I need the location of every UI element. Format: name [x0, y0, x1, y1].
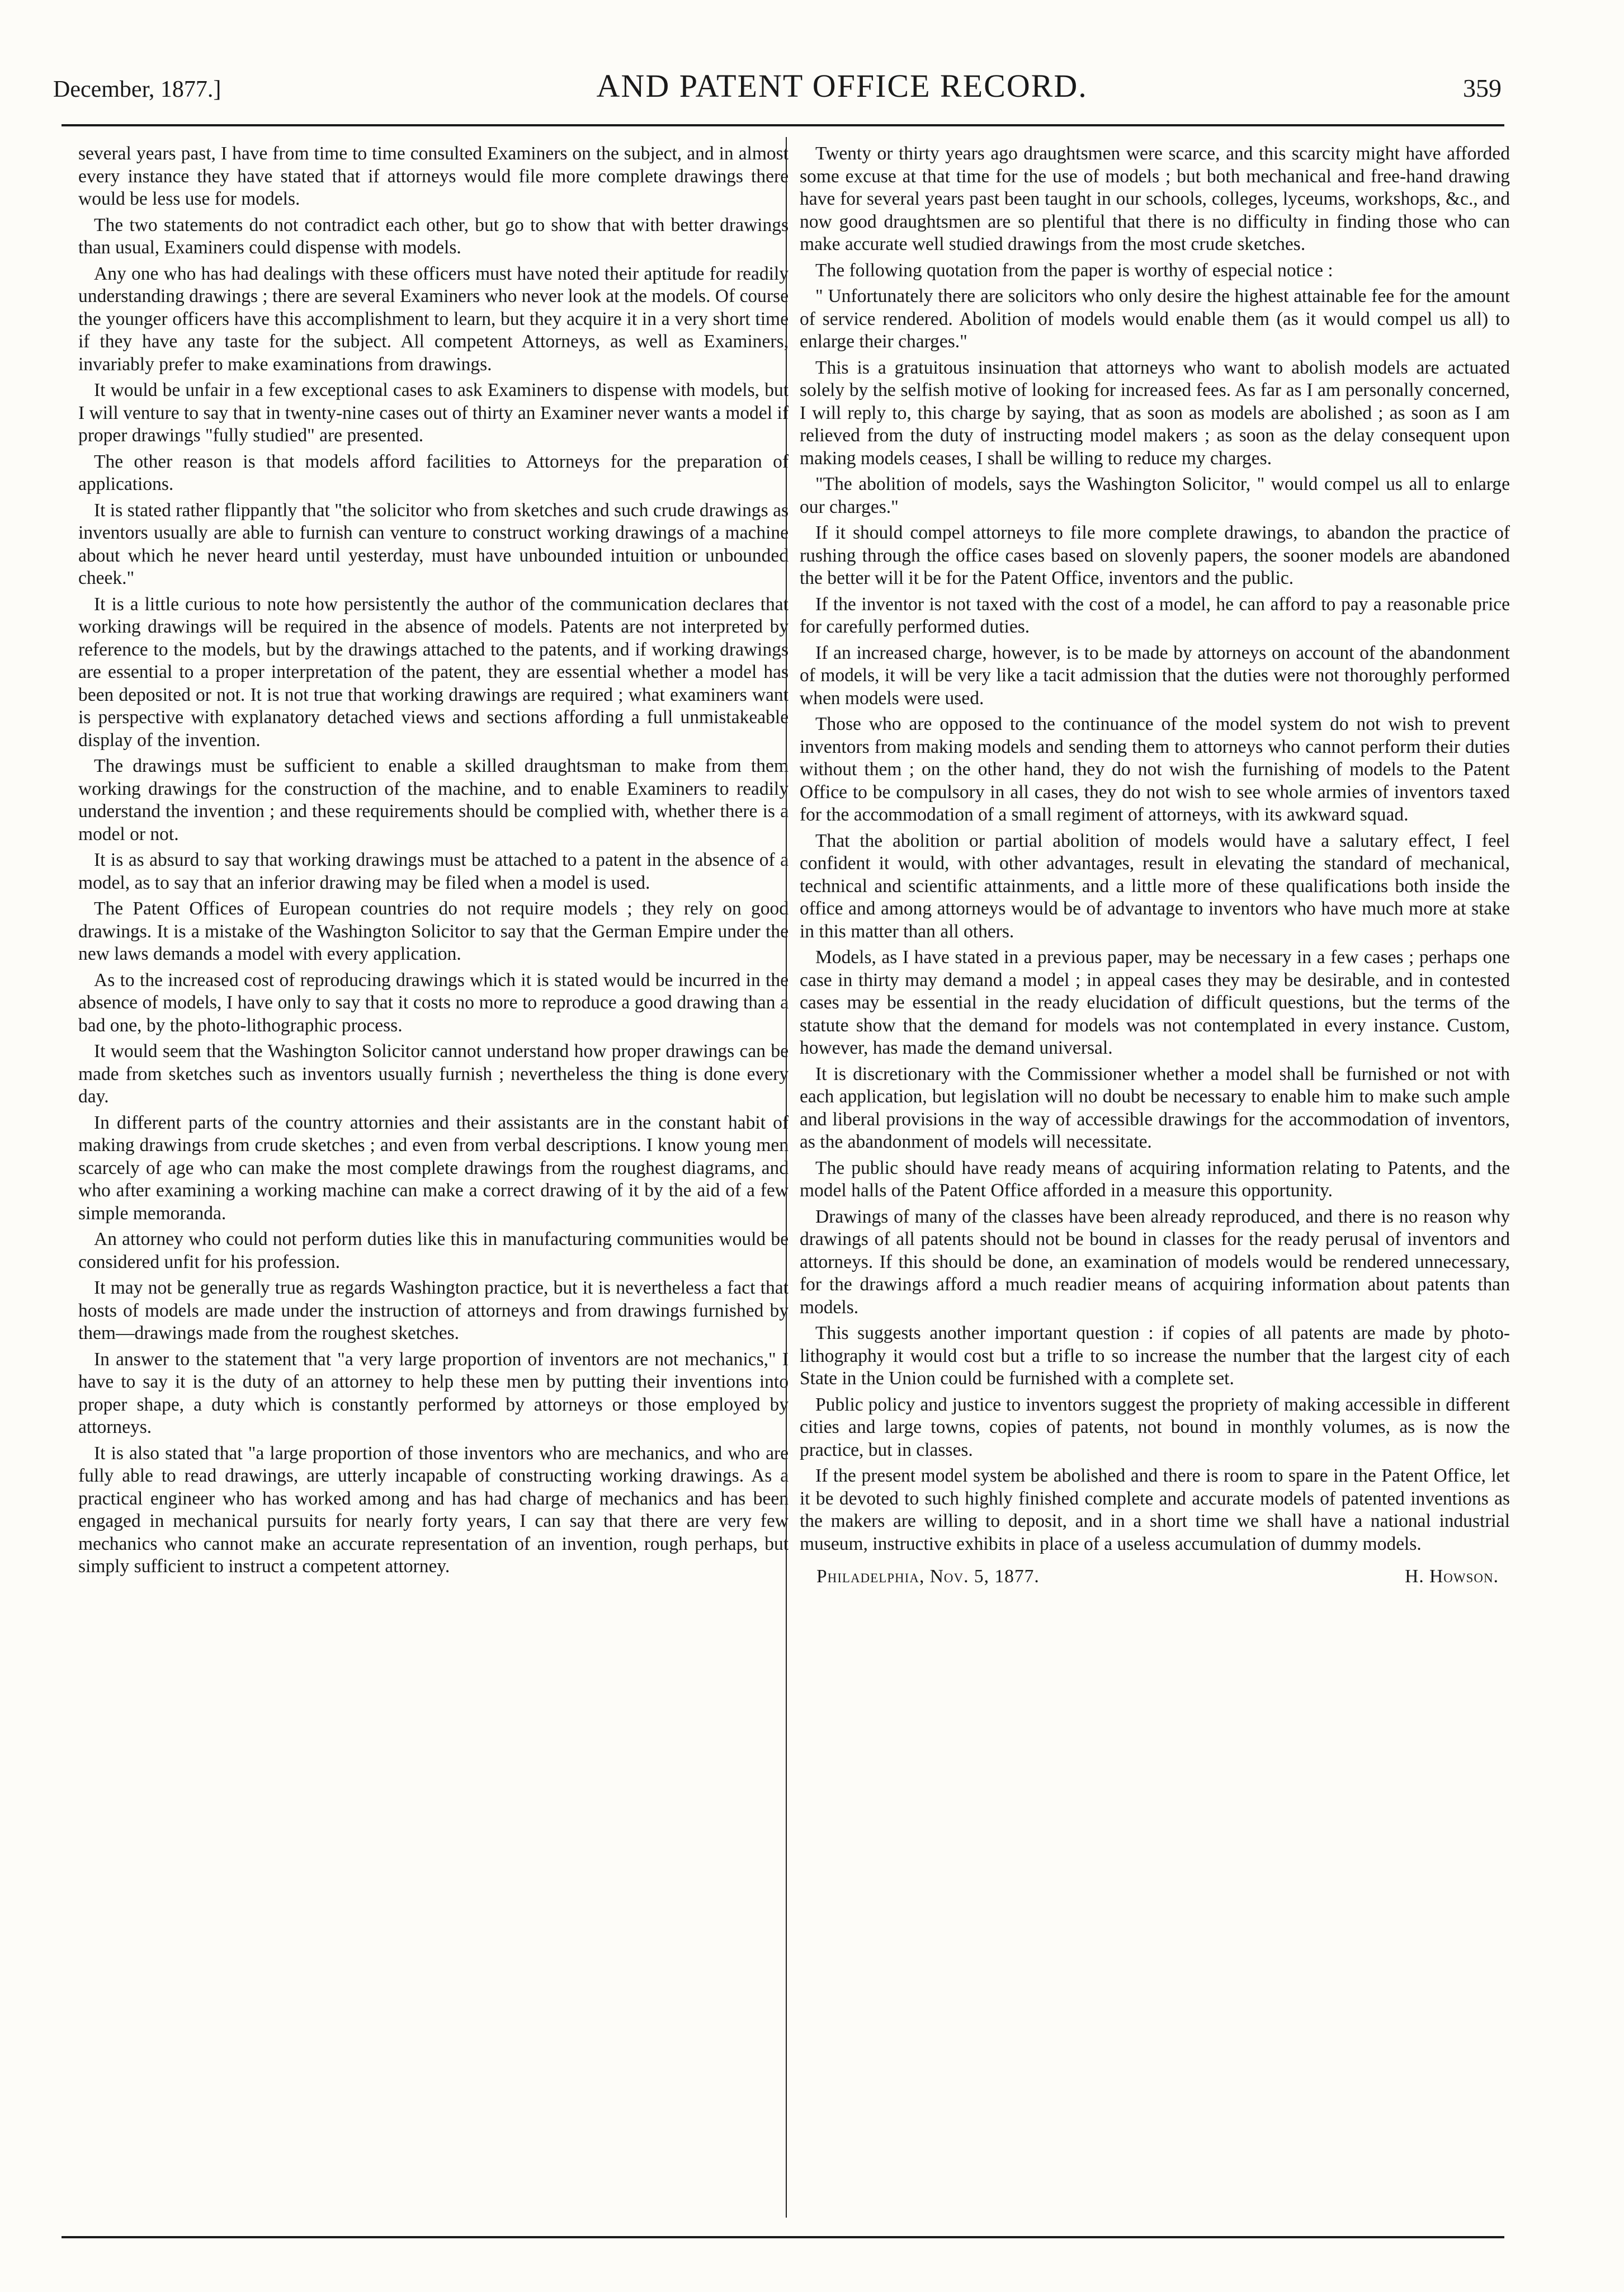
- paragraph: "The abolition of models, says the Washington Solicitor, " would compel us all to enlarge our charges.": [800, 474, 1510, 517]
- paragraph: The Patent Offices of European countries do not require models ; they rely on good drawings. It is a mistake of the Washington Solicitor to say that the German Empire under the new laws demands a model with every application.: [78, 898, 789, 964]
- page-number: 359: [1463, 74, 1502, 102]
- issue-date: December, 1877.]: [53, 77, 221, 102]
- paragraph: It would seem that the Washington Solicitor cannot understand how proper drawings can be made from sketches such as inventors usually furnish ; nevertheless the thing is done every day.: [78, 1041, 789, 1107]
- paragraph: It is a little curious to note how persistently the author of the communication declares that working drawings will be required in the absence of models. Patents are not interpreted by reference to the models, but by the drawings attached to the patents, and if working drawings are essential to a proper interpretation of the patent, they are essential whether a model has been deposited or not. It is not true that working drawings are required ; what examiners want is perspective with explanatory detached views and sections affording a full unmistakeable display of the invention.: [78, 593, 789, 751]
- paragraph: It may not be generally true as regards Washington practice, but it is nevertheless a fact that hosts of models are made under the instruction of attorneys and from drawings furnished by them—drawings made from the roughest sketches.: [78, 1277, 789, 1343]
- paragraph: It would be unfair in a few exceptional cases to ask Examiners to dispense with models, but I will venture to say that in twenty-nine cases out of thirty an Examiner never wants a model if proper drawings "fully studied" are presented.: [78, 380, 789, 446]
- paragraph: The drawings must be sufficient to enable a skilled draughtsman to make from them working drawings for the construction of the machine, and to enable Examiners to readily understand the invention ; and these requirements should be complied with, whether there is a model or not.: [78, 756, 789, 845]
- paragraph: In answer to the statement that "a very large proportion of inventors are not mechanics," I have to say it is the duty of an attorney to help these men by putting their inventions into proper shape, a duty which is constantly performed by attorneys or those employed by attorneys.: [78, 1348, 789, 1437]
- paragraph: It is also stated that "a large proportion of those inventors who are mechanics, and who are fully able to read drawings, are utterly incapable of constructing working drawings. As a practical engineer who has worked among and has had charge of mechanics and has been engaged in mechanical pursuits for nearly forty years, I can say that there are very few mechanics who cannot make an accurate representation of an invention, rough perhaps, but simply sufficient to instruct a competent attorney.: [78, 1442, 789, 1577]
- left-column: [78, 143, 789, 2218]
- paragraph: This is a gratuitous insinuation that attorneys who want to abolish models are actuated solely by the selfish motive of looking for increased fees. As far as I am personally concerned, I will reply to, this charge by saying, that as soon as models are abolished ; as soon as I am relieved from the duty of instructing model makers ; as soon as the delay consequent upon making models ceases, I shall be willing to reduce my charges.: [800, 357, 1510, 469]
- paragraph: several years past, I have from time to time consulted Examiners on the subject, and in almost every instance they have stated that if attorneys would file more complete drawings there would be less use for models.: [78, 143, 789, 209]
- paragraph: Any one who has had dealings with these officers must have noted their aptitude for readily understanding drawings ; there are several Examiners who never look at the models. Of course the younger officers have this accomplishment to learn, but they acquire it in a very short time if they have any taste for the subject. All competent Attorneys, as well as Examiners, invariably prefer to make examinations from drawings.: [78, 263, 789, 375]
- paragraph: An attorney who could not perform duties like this in manufacturing communities would be considered unfit for his profession.: [78, 1229, 789, 1272]
- paragraph: It is discretionary with the Commissioner whether a model shall be furnished or not with each application, but legislation will no doubt be necessary to enable him to make such ample and liberal provisions in the way of accessible drawings for the accommodation of inventors, as the abandonment of models will necessitate.: [800, 1063, 1510, 1152]
- paragraph: The public should have ready means of acquiring information relating to Patents, and the model halls of the Patent Office afforded in a measure this opportunity.: [800, 1157, 1510, 1201]
- paragraph: The other reason is that models afford facilities to Attorneys for the preparation of applications.: [78, 451, 789, 494]
- signature-place-date: Philadelphia, Nov. 5, 1877.: [816, 1566, 1040, 1587]
- paragraph: The two statements do not contradict each other, but go to show that with better drawings than usual, Examiners could dispense with models.: [78, 214, 789, 258]
- paragraph: The following quotation from the paper is worthy of especial notice :: [815, 260, 1333, 281]
- paragraph: If it should compel attorneys to file more complete drawings, to abandon the practice of rushing through the office cases based on slovenly papers, the sooner models are abandoned the better will it be for the Patent Office, inventors and the public.: [800, 522, 1510, 588]
- paragraph: As to the increased cost of reproducing drawings which it is stated would be incurred in the absence of models, I have only to say that it costs no more to reproduce a good drawing than a bad one, by the photo-lithographic process.: [78, 969, 789, 1036]
- paragraph: If an increased charge, however, is to be made by attorneys on account of the abandonment of models, it will be very like a tacit admission that the duties were not thoroughly performed when models were used.: [800, 642, 1510, 709]
- paragraph: Public policy and justice to inventors suggest the propriety of making accessible in different cities and large towns, copies of patents, not bound in monthly volumes, as is now the practice, but in classes.: [800, 1394, 1510, 1460]
- signature-author: H. Howson.: [1405, 1566, 1499, 1587]
- paragraph: This suggests another important question : if copies of all patents are made by photo-lithography it would cost but a trifle to so increase the number that the largest city of each State in the Union could be furnished with a complete set.: [800, 1323, 1510, 1389]
- paragraph: That the abolition or partial abolition of models would have a salutary effect, I feel confident it would, with other advantages, result in elevating the standard of mechanical, technical and scientific attainments, and a little more of these qualifications both inside the office and among attorneys would be of advantage to inventors who have much more at stake in this matter than all others.: [800, 830, 1510, 942]
- signature-line: [800, 1565, 1510, 1588]
- paragraph: If the inventor is not taxed with the cost of a model, he can afford to pay a reasonable price for carefully performed duties.: [800, 593, 1510, 637]
- paragraph: " Unfortunately there are solicitors who only desire the highest attainable fee for the amount of service rendered. Abolition of models would enable them (as it would compel us all) to enlarge their charges.": [800, 286, 1510, 352]
- right-column: [800, 143, 1510, 2218]
- publication-title: AND PATENT OFFICE RECORD.: [596, 68, 1088, 104]
- paragraph: In different parts of the country attornies and their assistants are in the constant habit of making drawings from crude sketches ; and even from verbal descriptions. I know young men scarcely of age who can make the most complete drawings from the roughest diagrams, and who after examining a working machine can make a correct drawing of it by the aid of a few simple memoranda.: [78, 1112, 789, 1224]
- paragraph: It is as absurd to say that working drawings must be attached to a patent in the absence of a model, as to say that an inferior drawing may be filed when a model is used.: [78, 850, 789, 893]
- paragraph: It is stated rather flippantly that "the solicitor who from sketches and such crude drawings as inventors usually are able to furnish can venture to construct working drawings of a machine about which he never heard until yesterday, must have unbounded intuition or unbounded cheek.": [78, 499, 789, 588]
- page-header: [53, 67, 1502, 117]
- paragraph: Twenty or thirty years ago draughtsmen were scarce, and this scarcity might have afforded some excuse at that time for the use of models ; but both mechanical and free-hand drawing have for several years past been taught in our schools, colleges, lyceums, workshops, &c., and now good draughtsmen are so plentiful that there is no difficulty in finding those who can make accurate well studied drawings from the most crude sketches.: [800, 143, 1510, 254]
- paragraph: Drawings of many of the classes have been already reproduced, and there is no reason why drawings of all patents should not be bound in classes for the ready perusal of inventors and attorneys. If this should be done, an examination of models would be rendered unnecessary, for the drawings afford a much readier means of acquiring information about patents than models.: [800, 1206, 1510, 1318]
- paragraph: Those who are opposed to the continuance of the model system do not wish to prevent inventors from making models and sending them to attorneys who cannot perform their duties without them ; on the other hand, they do not wish the furnishing of models to the Patent Office to be compulsory in all cases, they do not wish to see whole armies of inventors taxed for the accommodation of a small regiment of attorneys, with its awkward squad.: [800, 714, 1510, 825]
- paragraph: Models, as I have stated in a previous paper, may be necessary in a few cases ; perhaps one case in thirty may demand a model ; in appeal cases they may be desirable, and in contested cases may be essential in the ready elucidation of difficult questions, but the terms of the statute show that the demand for models was not contemplated in every instance. Custom, however, has made the demand universal.: [800, 947, 1510, 1058]
- paragraph: If the present model system be abolished and there is room to spare in the Patent Office, let it be devoted to such highly finished complete and accurate models of patented inventions as the makers are willing to deposit, and in a short time we shall have a national industrial museum, instructive exhibits in place of a useless accumulation of dummy models.: [800, 1465, 1510, 1554]
